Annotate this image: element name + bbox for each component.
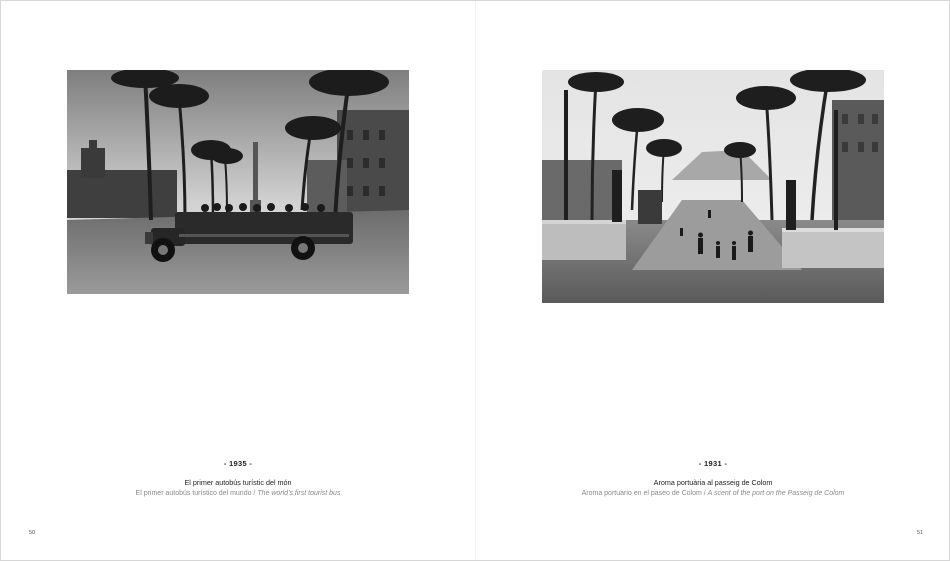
caption-spanish: El primer autobús turístico del mundo (135, 490, 252, 497)
caption-right (523, 459, 903, 497)
photo-year: - 1935 - (223, 459, 253, 468)
caption-translations (523, 490, 903, 497)
caption-left (48, 459, 428, 497)
page-number-right: 51 (917, 530, 924, 536)
caption-spanish: Aroma portuario en el paseo de Colom (581, 490, 702, 497)
photo-tourist-bus (67, 70, 409, 294)
caption-english: The world’s first tourist bus (257, 490, 341, 497)
page-number-left: 50 (29, 530, 36, 536)
caption-separator: / (251, 490, 258, 497)
photo-passeig-de-colom-image (542, 70, 884, 303)
caption-english: A scent of the port on the Passeig de Colom (707, 490, 845, 497)
caption-translations (48, 490, 428, 497)
caption-catalan: Aroma portuària al passeig de Colom (653, 478, 773, 487)
page-gutter (475, 1, 476, 560)
photo-tourist-bus-image (67, 70, 409, 294)
caption-separator: / (701, 490, 708, 497)
caption-catalan: El primer autobús turístic del món (184, 478, 292, 487)
photo-passeig-de-colom (542, 70, 884, 303)
photo-year: - 1931 - (698, 459, 728, 468)
